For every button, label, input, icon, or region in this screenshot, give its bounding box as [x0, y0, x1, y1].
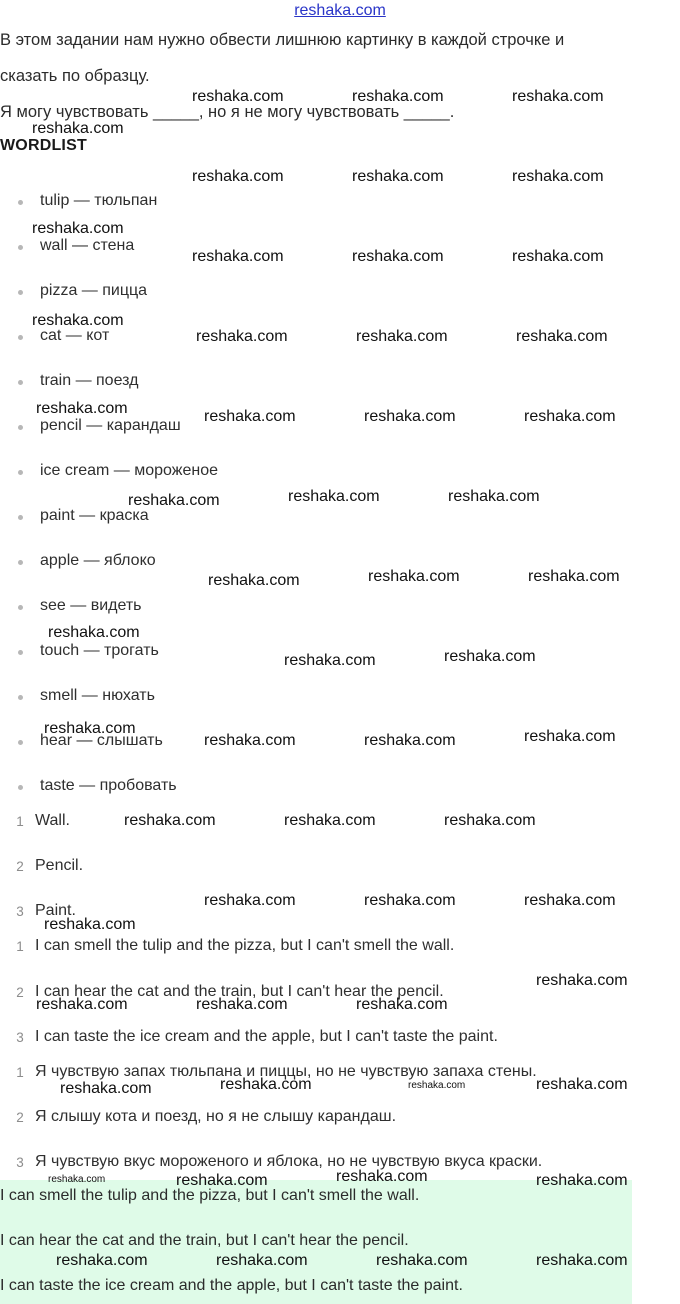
bullet-icon: [18, 515, 23, 520]
watermark: reshaka.com: [512, 88, 604, 105]
watermark: reshaka.com: [364, 408, 456, 425]
wordlist-item-text: pizza — пицца: [40, 282, 148, 299]
watermark-small: reshaka.com: [48, 1174, 106, 1185]
watermark: reshaka.com: [176, 1172, 268, 1189]
watermark: reshaka.com: [536, 1076, 628, 1093]
watermark: reshaka.com: [56, 1252, 148, 1269]
watermark: reshaka.com: [524, 728, 616, 745]
bullet-icon: [18, 785, 23, 790]
answer-line-3: I can taste the ice cream and the apple, but I can't taste the paint.: [0, 1277, 463, 1294]
watermark: reshaka.com: [444, 812, 536, 829]
english-sentence-number: 2: [16, 985, 24, 1000]
watermark: reshaka.com: [536, 1252, 628, 1269]
russian-sentence-number: 2: [16, 1110, 24, 1125]
watermark: reshaka.com: [356, 328, 448, 345]
site-link[interactable]: reshaka.com: [294, 2, 386, 19]
russian-sentence-number: 3: [16, 1155, 24, 1170]
wordlist-item-text: cat — кот: [40, 327, 110, 344]
watermark: reshaka.com: [204, 408, 296, 425]
watermark: reshaka.com: [124, 812, 216, 829]
watermark: reshaka.com: [44, 916, 136, 933]
bullet-icon: [18, 425, 23, 430]
odd-one-number: 1: [16, 814, 24, 829]
watermark: reshaka.com: [376, 1252, 468, 1269]
bullet-icon: [18, 380, 23, 385]
watermark: reshaka.com: [216, 1252, 308, 1269]
watermark: reshaka.com: [368, 568, 460, 585]
watermark: reshaka.com: [196, 996, 288, 1013]
watermark: reshaka.com: [32, 220, 124, 237]
intro-line-1: В этом задании нам нужно обвести лишнюю картинку в каждой строчке и: [0, 31, 565, 49]
bullet-icon: [18, 740, 23, 745]
watermark-small: reshaka.com: [408, 1080, 466, 1091]
english-sentence-text: I can hear the cat and the train, but I can't hear the pencil.: [35, 983, 444, 1000]
watermark: reshaka.com: [356, 996, 448, 1013]
watermark: reshaka.com: [48, 624, 140, 641]
watermark: reshaka.com: [128, 492, 220, 509]
watermark: reshaka.com: [516, 328, 608, 345]
watermark: reshaka.com: [60, 1080, 152, 1097]
odd-one-number: 2: [16, 859, 24, 874]
russian-sentence-number: 1: [16, 1065, 24, 1080]
answer-line-1: I can smell the tulip and the pizza, but I can't smell the wall.: [0, 1187, 420, 1204]
wordlist-item-text: touch — трогать: [40, 642, 159, 659]
watermark: reshaka.com: [352, 88, 444, 105]
watermark: reshaka.com: [448, 488, 540, 505]
watermark: reshaka.com: [36, 996, 128, 1013]
watermark: reshaka.com: [32, 120, 124, 137]
watermark: reshaka.com: [444, 648, 536, 665]
odd-one-text: Paint.: [35, 902, 76, 919]
watermark: reshaka.com: [528, 568, 620, 585]
bullet-icon: [18, 560, 23, 565]
watermark: reshaka.com: [44, 720, 136, 737]
watermark: reshaka.com: [192, 88, 284, 105]
bullet-icon: [18, 470, 23, 475]
watermark: reshaka.com: [524, 892, 616, 909]
wordlist-item-text: taste — пробовать: [40, 777, 177, 794]
watermark: reshaka.com: [364, 732, 456, 749]
wordlist-item-text: hear — слышать: [40, 732, 163, 749]
watermark: reshaka.com: [208, 572, 300, 589]
wordlist-item-text: apple — яблоко: [40, 552, 156, 569]
answer-box: [0, 1180, 632, 1304]
bullet-icon: [18, 200, 23, 205]
watermark: reshaka.com: [352, 248, 444, 265]
wordlist-item-text: train — поезд: [40, 372, 139, 389]
watermark: reshaka.com: [204, 892, 296, 909]
russian-sentence-text: Я чувствую вкус мороженого и яблока, но не чувствую вкуса краски.: [35, 1153, 543, 1170]
bullet-icon: [18, 650, 23, 655]
example-pattern: Я могу чувствовать _____, но я не могу чувствовать _____.: [0, 103, 455, 121]
answer-line-2: I can hear the cat and the train, but I can't hear the pencil.: [0, 1232, 409, 1249]
watermark: reshaka.com: [196, 328, 288, 345]
watermark: reshaka.com: [204, 732, 296, 749]
watermark: reshaka.com: [220, 1076, 312, 1093]
wordlist-item-text: tulip — тюльпан: [40, 192, 158, 209]
english-sentence-number: 3: [16, 1030, 24, 1045]
wordlist-item-text: pencil — карандаш: [40, 417, 181, 434]
watermark: reshaka.com: [36, 400, 128, 417]
wordlist-title: WORDLIST: [0, 137, 87, 154]
watermark: reshaka.com: [512, 168, 604, 185]
watermark: reshaka.com: [524, 408, 616, 425]
watermark: reshaka.com: [536, 1172, 628, 1189]
bullet-icon: [18, 290, 23, 295]
russian-sentence-text: Я чувствую запах тюльпана и пиццы, но не чувствую запаха стены.: [35, 1063, 537, 1080]
english-sentence-text: I can smell the tulip and the pizza, but I can't smell the wall.: [35, 937, 455, 954]
bullet-icon: [18, 335, 23, 340]
watermark: reshaka.com: [32, 312, 124, 329]
bullet-icon: [18, 605, 23, 610]
wordlist-item-text: paint — краска: [40, 507, 149, 524]
odd-one-text: Pencil.: [35, 857, 84, 874]
watermark: reshaka.com: [192, 248, 284, 265]
watermark: reshaka.com: [536, 972, 628, 989]
watermark: reshaka.com: [512, 248, 604, 265]
bullet-icon: [18, 245, 23, 250]
watermark: reshaka.com: [336, 1168, 428, 1185]
wordlist-item-text: see — видеть: [40, 597, 142, 614]
english-sentence-number: 1: [16, 939, 24, 954]
russian-sentence-text: Я слышу кота и поезд, но я не слышу карандаш.: [35, 1108, 397, 1125]
odd-one-number: 3: [16, 904, 24, 919]
watermark: reshaka.com: [288, 488, 380, 505]
watermark: reshaka.com: [352, 168, 444, 185]
odd-one-text: Wall.: [35, 812, 70, 829]
watermark: reshaka.com: [284, 652, 376, 669]
watermark: reshaka.com: [192, 168, 284, 185]
wordlist-item-text: smell — нюхать: [40, 687, 155, 704]
watermark: reshaka.com: [284, 812, 376, 829]
wordlist-item-text: ice cream — мороженое: [40, 462, 218, 479]
wordlist-item-text: wall — стена: [40, 237, 135, 254]
bullet-icon: [18, 695, 23, 700]
english-sentence-text: I can taste the ice cream and the apple, but I can't taste the paint.: [35, 1028, 498, 1045]
intro-line-2: сказать по образцу.: [0, 67, 150, 85]
watermark: reshaka.com: [364, 892, 456, 909]
